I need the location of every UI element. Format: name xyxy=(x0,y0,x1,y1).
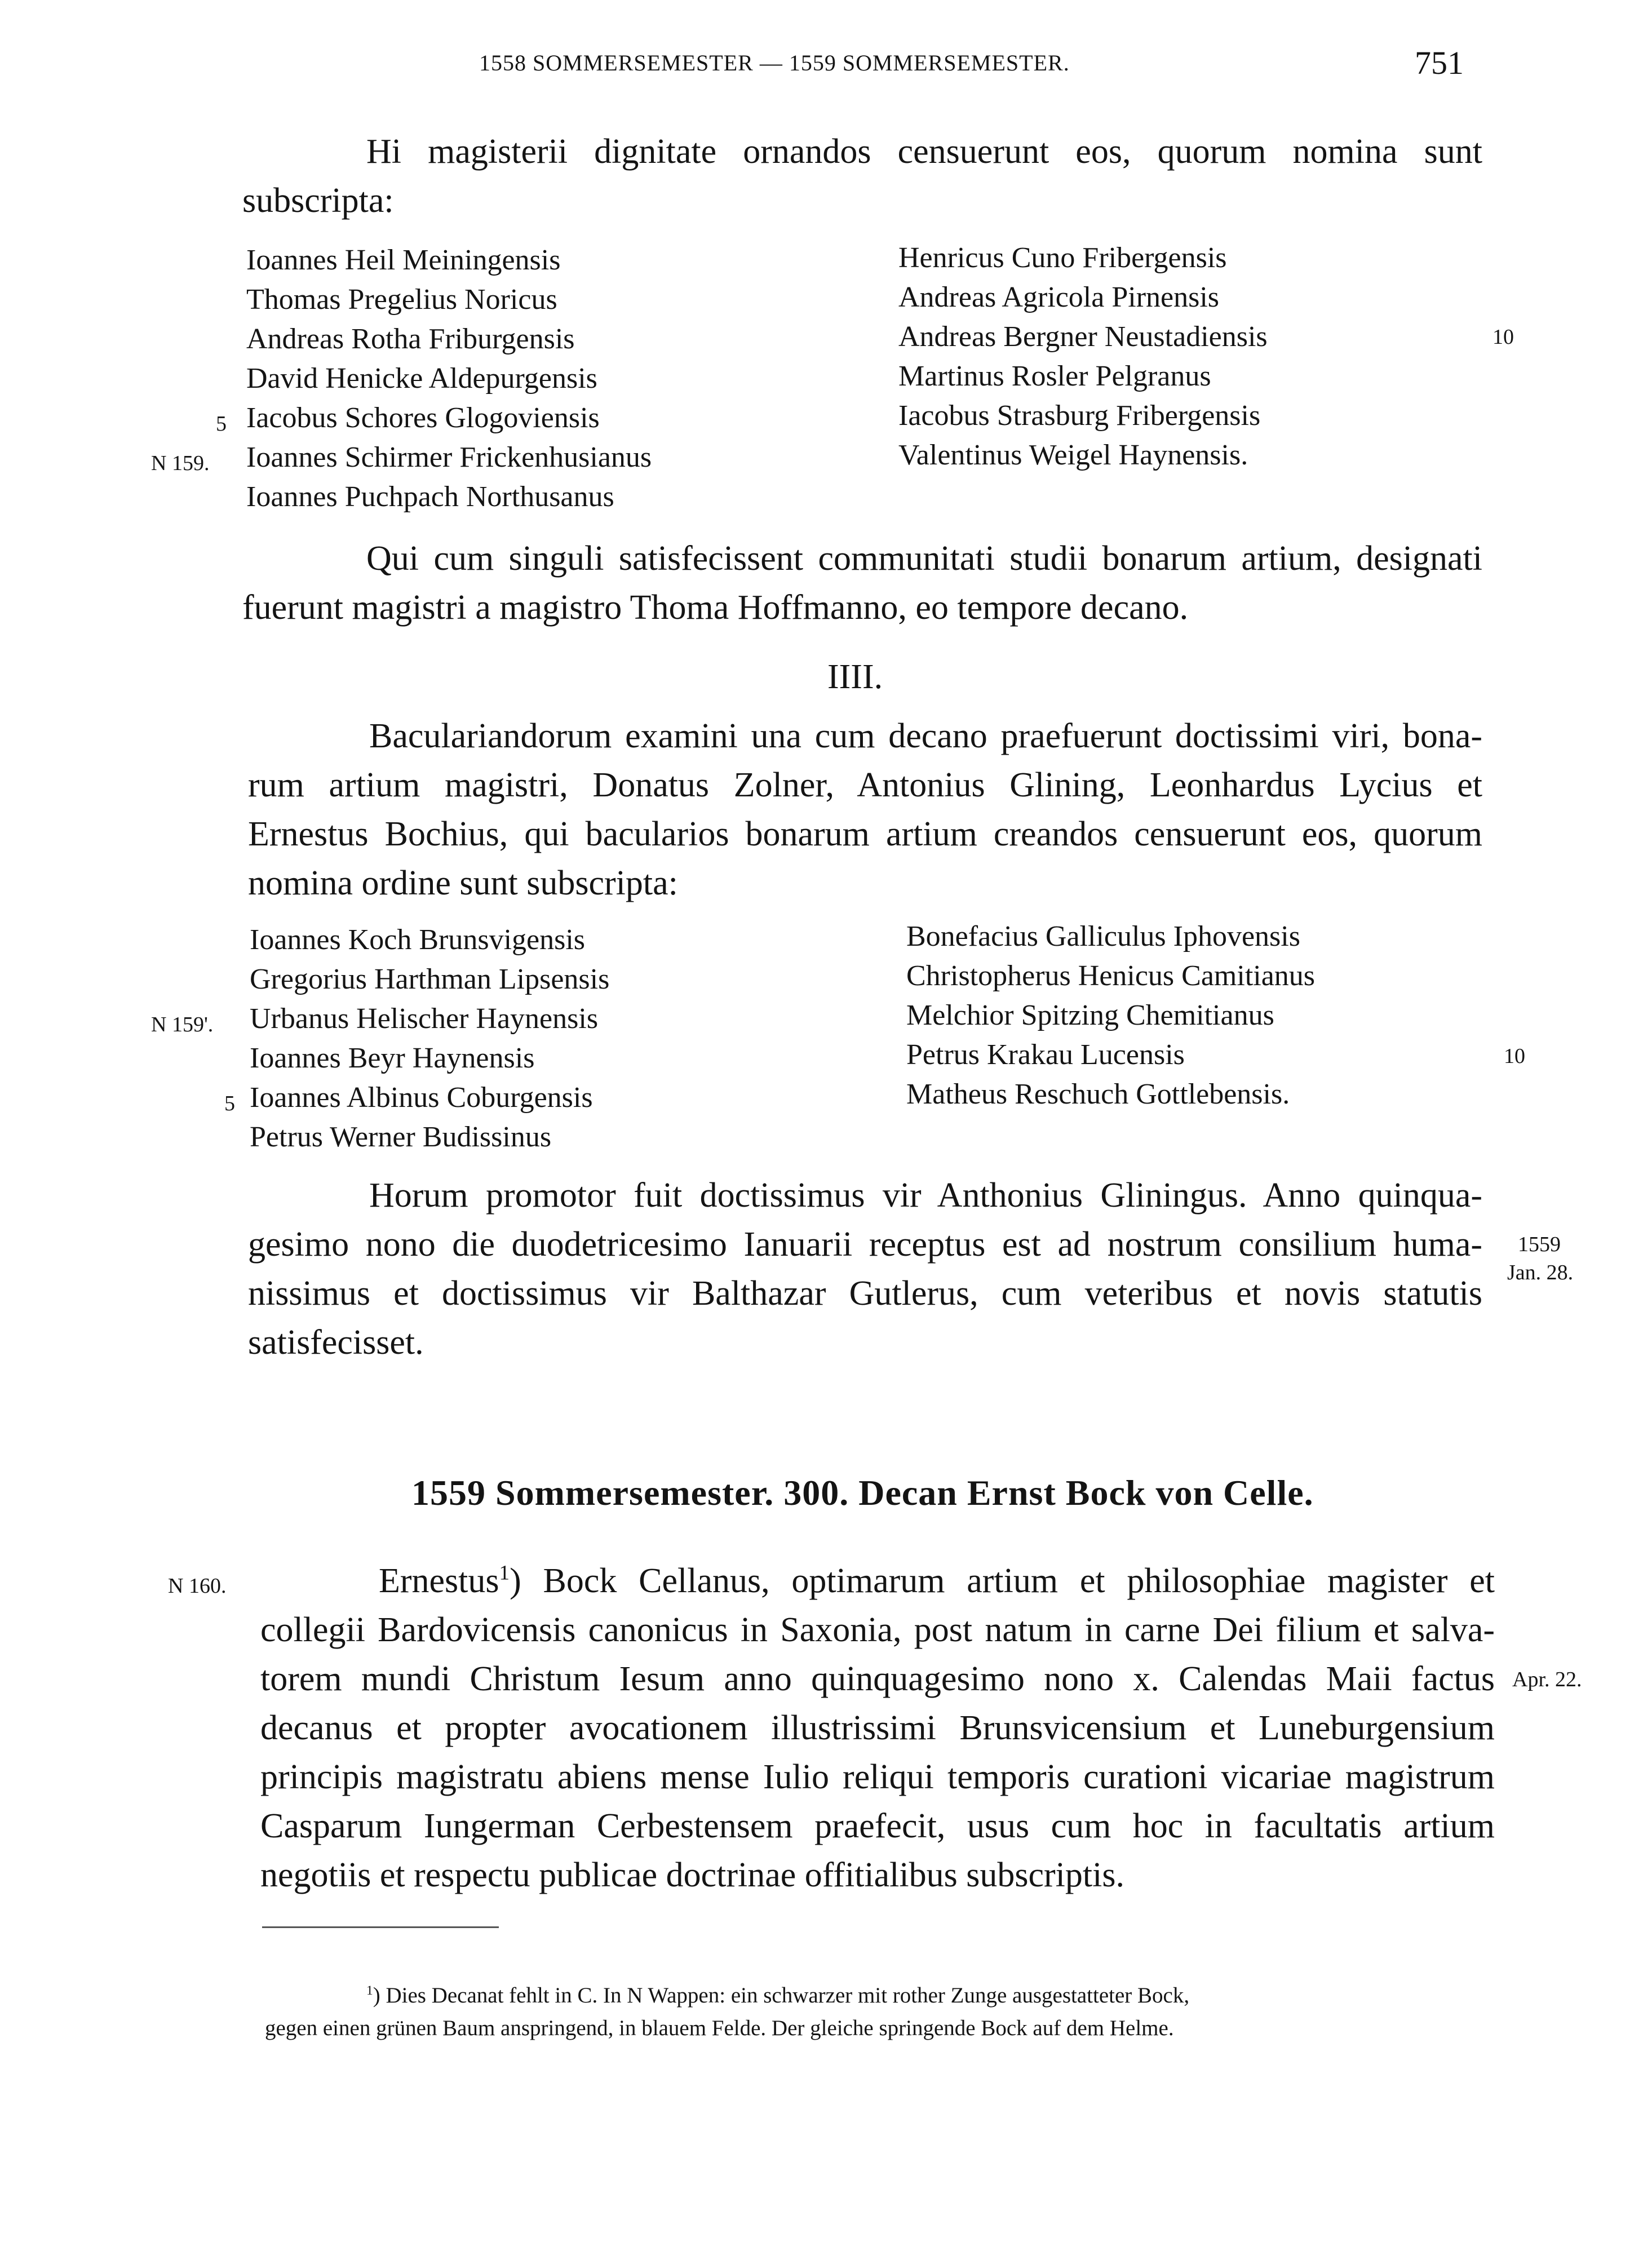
section1-name-right: Henricus Cuno Fribergensis xyxy=(898,242,1227,274)
section2-closing-line: satisfecisset. xyxy=(248,1323,424,1362)
page-number: 751 xyxy=(1415,45,1464,81)
section1-line-number-5: 5 xyxy=(216,412,227,436)
section1-name-left: Ioannes Puchpach Northusanus xyxy=(246,481,614,513)
section2-closing-line: nissimus et doctissimus vir Balthazar Gutlerus, cum veteribus et novis statutis xyxy=(248,1274,1482,1313)
section1-closing-line: fuerunt magistri a magistro Thoma Hoffmanno, eo tempore decano. xyxy=(242,588,1189,627)
section1-name-right: Valentinus Weigel Haynensis. xyxy=(898,439,1248,471)
section1-name-left: Ioannes Heil Meiningensis xyxy=(246,244,561,276)
section3-first-line xyxy=(260,1557,1495,1606)
section3-body xyxy=(260,1557,1495,1900)
section1-intro xyxy=(242,127,1482,225)
section1-name-left: Thomas Pregelius Noricus xyxy=(246,283,557,316)
section1-name-right: Iacobus Strasburg Fribergensis xyxy=(898,400,1261,432)
footnote-reference: 1 xyxy=(499,1561,510,1585)
running-title: 1558 SOMMERSEMESTER — 1559 SOMMERSEMESTER. xyxy=(479,50,1070,76)
section3-first-word: Ernestus xyxy=(379,1562,499,1600)
section3-line: torem mundi Christum Iesum anno quinquagesimo nono x. Calendas Maii factus xyxy=(260,1660,1495,1698)
section2-name-left: Gregorius Harthman Lipsensis xyxy=(250,963,610,995)
section1-name-left: Andreas Rotha Friburgensis xyxy=(246,323,575,355)
section2-intro-line: rum artium magistri, Donatus Zolner, Antonius Glining, Leonhardus Lycius et xyxy=(248,766,1482,804)
section1-name-left: Ioannes Schirmer Frickenhusianus xyxy=(246,441,652,473)
section1-name-left: David Henicke Aldepurgensis xyxy=(246,362,597,395)
section3-line: negotiis et respectu publicae doctrinae offitialibus subscriptis. xyxy=(260,1856,1124,1894)
section2-closing-line: Horum promotor fuit doctissimus vir Anthonius Gliningus. Anno quinqua- xyxy=(369,1176,1482,1215)
section2-intro-line: nomina ordine sunt subscripta: xyxy=(248,864,678,902)
section1-line-number-10: 10 xyxy=(1492,325,1514,349)
section2-name-left: Ioannes Albinus Coburgensis xyxy=(250,1082,593,1114)
section3-line: collegii Bardovicensis canonicus in Saxonia, post natum in carne Dei filium et salva- xyxy=(260,1611,1495,1649)
section3-first-line-rest: ) Bock Cellanus, optimarum artium et philosophiae magister et xyxy=(510,1562,1495,1600)
section3-heading: 1559 Sommersemester. 300. Decan Ernst Bock von Celle. xyxy=(411,1473,1314,1513)
footnote-line1-text: ) Dies Decanat fehlt in C. In N Wappen: ein schwarzer mit rother Zunge ausgestatteter Bock, xyxy=(373,1983,1190,2008)
section1-margin-ref: N 159. xyxy=(151,451,210,475)
section2-date-day: Jan. 28. xyxy=(1507,1261,1574,1284)
section2-closing-line: gesimo nono die duodetricesimo Ianuarii receptus est ad nostrum consilium huma- xyxy=(248,1225,1482,1264)
footnote xyxy=(265,1979,1189,2045)
section2-name-left: Urbanus Helischer Haynensis xyxy=(250,1003,599,1035)
section2-name-right: Petrus Krakau Lucensis xyxy=(906,1039,1185,1071)
section2-name-right: Melchior Spitzing Chemitianus xyxy=(906,999,1274,1031)
footnote-marker: 1 xyxy=(366,1983,373,1998)
section3-date: Apr. 22. xyxy=(1512,1668,1582,1691)
section2-intro-line: Ernestus Bochius, qui bacularios bonarum artium creandos censuerunt eos, quorum xyxy=(248,815,1482,853)
section1-closing xyxy=(242,534,1482,632)
section3-line: decanus et propter avocationem illustrissimi Brunsvicensium et Luneburgensium xyxy=(260,1709,1495,1747)
section1-name-right: Andreas Agricola Pirnensis xyxy=(898,281,1220,313)
section1-intro-line: Hi magisterii dignitate ornandos censuerunt eos, quorum nomina sunt xyxy=(366,132,1482,171)
section2-name-right: Matheus Reschuch Gottlebensis. xyxy=(906,1078,1290,1110)
section1-closing-line: Qui cum singuli satisfecissent communitati studii bonarum artium, designati xyxy=(366,539,1482,578)
section2-name-left: Ioannes Koch Brunsvigensis xyxy=(250,924,586,956)
section2-name-right: Bonefacius Galliculus Iphovensis xyxy=(906,920,1300,952)
section2-line-number-10: 10 xyxy=(1504,1044,1525,1068)
section1-name-right: Martinus Rosler Pelgranus xyxy=(898,360,1211,392)
section1-name-right: Andreas Bergner Neustadiensis xyxy=(898,321,1268,353)
section1-name-left: Iacobus Schores Glogoviensis xyxy=(246,402,600,434)
section2-name-right: Christopherus Henicus Camitianus xyxy=(906,960,1316,992)
section3-line: Casparum Iungerman Cerbestensem praefecit, usus cum hoc in facultatis artium xyxy=(260,1807,1495,1845)
section2-closing xyxy=(248,1171,1482,1367)
footnote-line xyxy=(265,1979,1189,2012)
section2-margin-ref: N 159'. xyxy=(151,1013,214,1036)
section2-line-number-5: 5 xyxy=(224,1092,235,1115)
section2-date-year: 1559 xyxy=(1518,1233,1561,1256)
section2-intro xyxy=(248,712,1482,908)
section1-intro-line: subscripta: xyxy=(242,181,394,220)
footnote-line: gegen einen grünen Baum anspringend, in blauem Felde. Der gleiche springende Bock auf dem Helme. xyxy=(265,2016,1174,2040)
section2-name-left: Petrus Werner Budissinus xyxy=(250,1121,552,1153)
section2-intro-line: Baculariandorum examini una cum decano praefuerunt doctissimi viri, bona- xyxy=(369,717,1482,755)
section2-number: IIII. xyxy=(827,658,883,696)
section3-margin-ref: N 160. xyxy=(168,1574,227,1598)
section2-name-left: Ioannes Beyr Haynensis xyxy=(250,1042,535,1074)
section3-line: principis magistratu abiens mense Iulio reliqui temporis curationi vicariae magistrum xyxy=(260,1758,1495,1796)
footnote-rule xyxy=(262,1926,499,1928)
